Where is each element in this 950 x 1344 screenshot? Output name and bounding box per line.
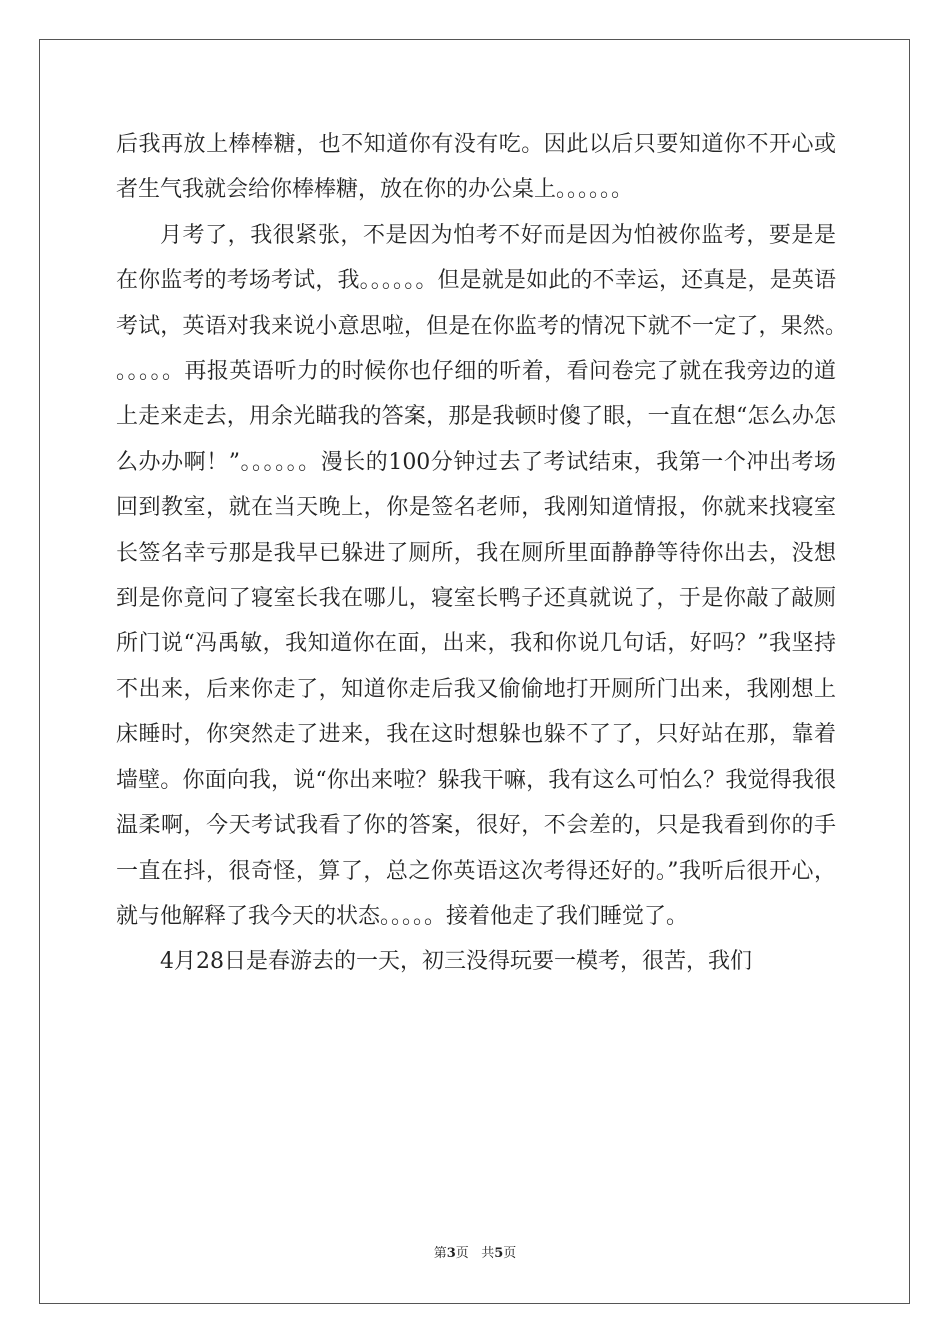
page-footer xyxy=(0,1242,950,1261)
paragraph-spring-outing: 4月28日是春游去的一天，初三没得玩要一模考，很苦，我们 xyxy=(160,949,752,975)
paragraph-continued: 后我再放上棒棒糖，也不知道你有没有吃。因此以后只要知道你不开心或者生气我就会给你棒棒糖，放在你的办公桌上。。。。。。 xyxy=(116,132,836,203)
page-label-prefix: 第 xyxy=(433,1246,447,1261)
page-label-suffix: 页 xyxy=(455,1246,469,1261)
current-page-number: 3 xyxy=(446,1246,456,1261)
paragraph-monthly-exam: 月考了，我很紧张，不是因为怕考不好而是因为怕被你监考，要是是在你监考的考场考试，我。。。。。。但是就是如此的不幸运，还真是，是英语考试，英语对我来说小意思啦，但是在你监考的情况下就不一定了，果然。。。。。。再报英语听力的时候你也仔细的听着，看问卷完了就在我旁边的道上走来走去，用余光瞄我的答案，那是我顿时傻了眼，一直在想“怎么办怎么办办啊！”。。。。。。漫长的100分钟过去了考试结束，我第一个冲出考场回到教室，就在当天晚上，你是签名老师，我刚知道情报，你就来找寝室长签名幸亏那是我早已躲进了厕所，我在厕所里面静静等待你出去，没想到是你竟问了寝室长我在哪儿，寝室长鸭子还真就说了，于是你敲了敲厕所门说“冯禹敏，我知道你在面，出来，我和你说几句话，好吗？”我坚持不出来，后来你走了，知道你走后我又偷偷地打开厕所门出来，我刚想上床睡时，你突然走了进来，我在这时想躲也躲不了了，只好站在那，靠着墙壁。你面向我，说“你出来啦？躲我干嘛，我有这么可怕么？我觉得我很温柔啊，今天考试我看了你的答案，很好，不会差的，只是我看到你的手一直在抖，很奇怪，算了，总之你英语这次考得还好的。”我听后很开心，就与他解释了我今天的状态。。。。。接着他走了我们睡觉了。 xyxy=(116,222,836,929)
total-label-suffix: 页 xyxy=(503,1246,517,1261)
total-label-prefix: 共 xyxy=(481,1246,495,1261)
document-body xyxy=(116,122,836,985)
total-pages-number: 5 xyxy=(494,1246,504,1261)
